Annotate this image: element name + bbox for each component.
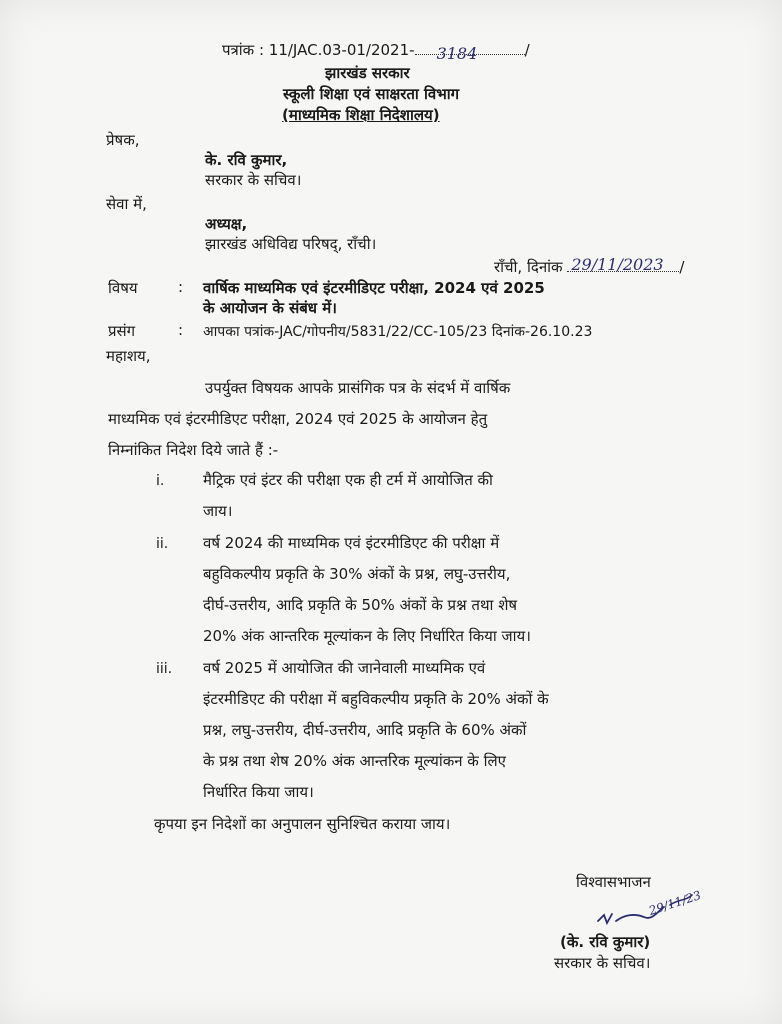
- directorate-name: (माध्यमिक शिक्षा निदेशालय): [282, 106, 440, 124]
- reference-number-blank: [415, 44, 525, 63]
- handwritten-date: 29/11/2023: [571, 255, 664, 274]
- date-prefix: राँची, दिनांक: [494, 258, 563, 276]
- subject-colon: :: [178, 278, 184, 296]
- signature-name: (के. रवि कुमार): [560, 933, 651, 951]
- date-blank: [567, 255, 679, 274]
- directive-number: i.: [156, 473, 165, 489]
- date-suffix: /: [679, 258, 685, 276]
- subject-line-1: वार्षिक माध्यमिक एवं इंटरमीडिएट परीक्षा, 2024 एवं 2025: [203, 279, 545, 297]
- handwritten-reference-number: 3184: [436, 44, 478, 63]
- directive-line: वर्ष 2025 में आयोजित की जानेवाली माध्यमिक एवं: [203, 659, 486, 677]
- directive-line: मैट्रिक एवं इंटर की परीक्षा एक ही टर्म में आयोजित की: [203, 471, 493, 489]
- directive-line: निर्धारित किया जाय।: [203, 783, 314, 801]
- sender-label: प्रेषक,: [106, 131, 140, 149]
- recipient-office: झारखंड अधिविद्य परिषद्, राँची।: [205, 235, 377, 253]
- directive-line: इंटरमीडिएट की परीक्षा में बहुविकल्पीय प्रकृति के 20% अंकों के: [203, 690, 549, 708]
- department-name: स्कूली शिक्षा एवं साक्षरता विभाग: [283, 85, 460, 103]
- intro-line-2: माध्यमिक एवं इंटरमीडिएट परीक्षा, 2024 एवं 2025 के आयोजन हेतु: [108, 410, 488, 428]
- reference-text: आपका पत्रांक-JAC/गोपनीय/5831/22/CC-105/23 दिनांक-26.10.23: [203, 324, 593, 340]
- directive-line: जाय।: [203, 502, 233, 520]
- intro-line-3: निम्नांकित निदेश दिये जाते हैं :-: [108, 441, 279, 459]
- subject-label: विषय: [108, 279, 138, 297]
- directive-number: ii.: [156, 536, 169, 552]
- sender-designation: सरकार के सचिव।: [205, 171, 302, 189]
- directive-line: वर्ष 2024 की माध्यमिक एवं इंटरमीडिएट की परीक्षा में: [203, 534, 500, 552]
- reference-colon: :: [178, 321, 184, 339]
- recipient-label: सेवा में,: [106, 195, 147, 213]
- subject-line-2: के आयोजन के संबंध में।: [203, 299, 337, 317]
- signature-faithfully: विश्वासभाजन: [576, 873, 651, 891]
- salutation: महाशय,: [106, 347, 151, 365]
- directive-line: 20% अंक आन्तरिक मूल्यांकन के लिए निर्धारित किया जाय।: [203, 627, 531, 645]
- signature-designation: सरकार के सचिव।: [554, 954, 651, 972]
- directive-line: दीर्घ-उत्तरीय, आदि प्रकृति के 50% अंकों के प्रश्न तथा शेष: [203, 596, 518, 614]
- handwritten-signature-date: 29/11/23: [647, 888, 703, 918]
- date-line: [494, 257, 684, 277]
- sender-name: के. रवि कुमार,: [205, 151, 288, 169]
- reference-prefix: पत्रांक : 11/JAC.03-01/2021-: [222, 41, 415, 59]
- directive-number: iii.: [156, 661, 173, 677]
- reference-number-line: [222, 40, 530, 63]
- intro-line-1: उपर्युक्त विषयक आपके प्रासंगिक पत्र के संदर्भ में वार्षिक: [205, 379, 511, 397]
- reference-suffix: /: [524, 41, 530, 59]
- directive-line: बहुविकल्पीय प्रकृति के 30% अंकों के प्रश्न, लघु-उत्तरीय,: [203, 565, 511, 583]
- closing-request: कृपया इन निदेशों का अनुपालन सुनिश्चित कराया जाय।: [154, 815, 451, 833]
- government-name: झारखंड सरकार: [325, 64, 410, 82]
- reference-label: प्रसंग: [108, 322, 136, 340]
- directive-line: प्रश्न, लघु-उत्तरीय, दीर्घ-उत्तरीय, आदि प्रकृति के 60% अंकों: [203, 721, 527, 739]
- directive-line: के प्रश्न तथा शेष 20% अंक आन्तरिक मूल्यांकन के लिए: [203, 752, 506, 770]
- recipient-title: अध्यक्ष,: [205, 215, 248, 233]
